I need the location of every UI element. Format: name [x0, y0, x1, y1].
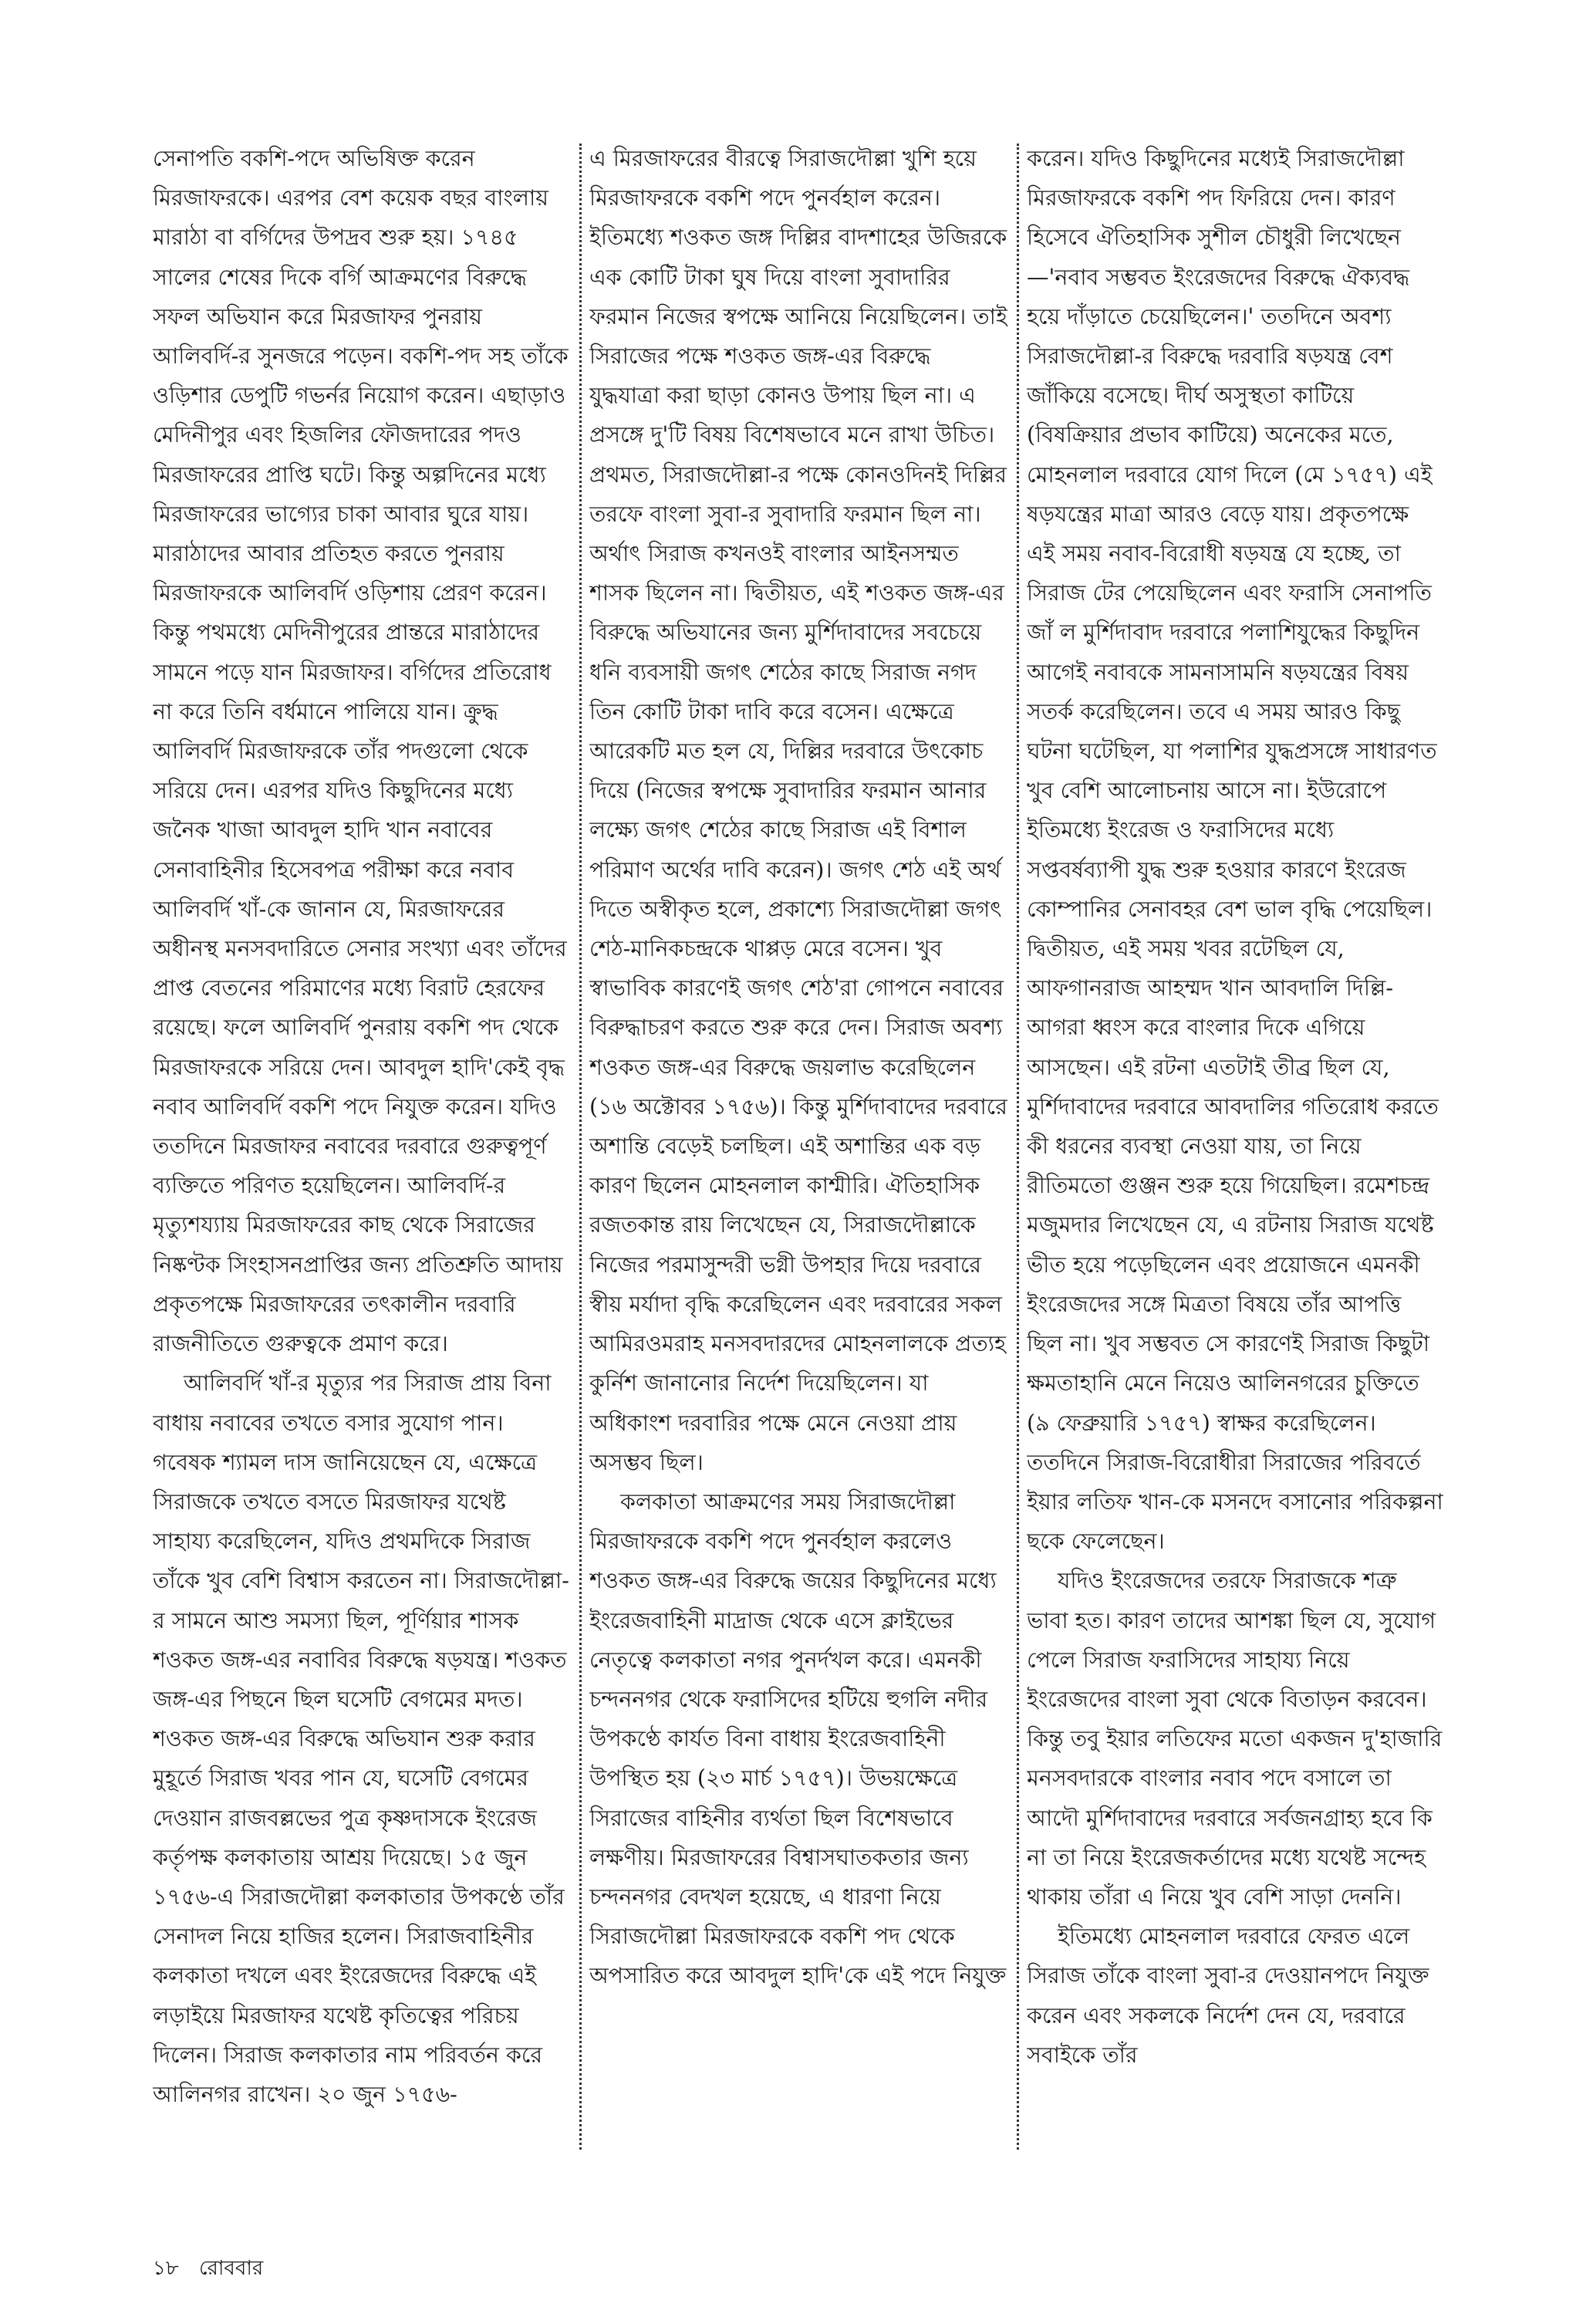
page-footer — [153, 2253, 263, 2284]
paragraph: আলিবর্দি খাঁ-র মৃত্যুর পর সিরাজ প্রায় বিনা বাধায় নবাবের তখতে বসার সুযোগ পান। গবেষক শ্যামল দাস জানিয়েছেন যে, এক্ষেত্রে সিরাজকে তখতে বসতে মিরজাফর যথেষ্ট সাহায্য করেছিলেন, যদিও প্রথমদিকে সিরাজ তাঁকে খুব বেশি বিশ্বাস করতেন না। সিরাজদৌল্লা-র সামনে আশু সমস্যা ছিল, পূর্ণিয়ার শাসক শওকত জঙ্গ-এর নবাবির বিরুদ্ধে ষড়যন্ত্র। শওকত জঙ্গ-এর পিছনে ছিল ঘসেটি বেগমের মদত। শওকত জঙ্গ-এর বিরুদ্ধে অভিযান শুরু করার মুহূর্তে সিরাজ খবর পান যে, ঘসেটি বেগমের দেওয়ান রাজবল্লভের পুত্র কৃষ্ণদাসকে ইংরেজ কর্তৃপক্ষ কলকাতায় আশ্রয় দিয়েছে। ১৫ জুন ১৭৫৬-এ সিরাজদৌল্লা কলকাতার উপকণ্ঠে তাঁর সেনাদল নিয়ে হাজির হলেন। সিরাজবাহিনীর কলকাতা দখলে এবং ইংরেজদের বিরুদ্ধে এই লড়াইয়ে মিরজাফর যথেষ্ট কৃতিত্বের পরিচয় দিলেন। সিরাজ কলকাতার নাম পরিবর্তন করে আলিনগর রাখেন। ২০ জুন ১৭৫৬- — [153, 1370, 569, 2107]
article-column-3 — [1027, 139, 1443, 2207]
paragraph: কলকাতা আক্রমণের সময় সিরাজদৌল্লা মিরজাফরকে বকশি পদে পুনর্বহাল করলেও শওকত জঙ্গ-এর বিরুদ্ধে জয়ের কিছুদিনের মধ্যে ইংরেজবাহিনী মাদ্রাজ থেকে এসে ক্লাইভের নেতৃত্বে কলকাতা নগর পুনর্দখল করে। এমনকী চন্দননগর থেকে ফরাসিদের হটিয়ে হুগলি নদীর উপকণ্ঠে কার্যত বিনা বাধায় ইংরেজবাহিনী উপস্থিত হয় (২৩ মার্চ ১৭৫৭)। উভয়ক্ষেত্রে সিরাজের বাহিনীর ব্যর্থতা ছিল বিশেষভাবে লক্ষণীয়। মিরজাফরের বিশ্বাসঘাতকতার জন্য চন্দননগর বেদখল হয়েছে, এ ধারণা নিয়ে সিরাজদৌল্লা মিরজাফরকে বকশি পদ থেকে অপসারিত করে আবদুল হাদি'কে এই পদে নিযুক্ত — [589, 1488, 1007, 1989]
paragraph: করেন। যদিও কিছুদিনের মধ্যেই সিরাজদৌল্লা মিরজাফরকে বকশি পদ ফিরিয়ে দেন। কারণ হিসেবে ঐতিহাসিক সুশীল চৌধুরী লিখেছেন—'নবাব সম্ভবত ইংরেজদের বিরুদ্ধে ঐক্যবদ্ধ হয়ে দাঁড়াতে চেয়েছিলেন।' ততদিনে অবশ্য সিরাজদৌল্লা-র বিরুদ্ধে দরবারি ষড়যন্ত্র বেশ জাঁকিয়ে বসেছে। দীর্ঘ অসুস্থতা কাটিয়ে (বিষক্রিয়ার প্রভাব কাটিয়ে) অনেকের মতে, মোহনলাল দরবারে যোগ দিলে (মে ১৭৫৭) এই ষড়যন্ত্রের মাত্রা আরও বেড়ে যায়। প্রকৃতপক্ষে এই সময় নবাব-বিরোধী ষড়যন্ত্র যে হচ্ছে, তা সিরাজ টের পেয়েছিলেন এবং ফরাসি সেনাপতি জাঁ ল মুর্শিদাবাদ দরবারে পলাশিযুদ্ধের কিছুদিন আগেই নবাবকে সামনাসামনি ষড়যন্ত্রের বিষয় সতর্ক করেছিলেন। তবে এ সময় আরও কিছু ঘটনা ঘটেছিল, যা পলাশির যুদ্ধপ্রসঙ্গে সাধারণত খুব বেশি আলোচনায় আসে না। ইউরোপে ইতিমধ্যে ইংরেজ ও ফরাসিদের মধ্যে সপ্তবর্ষব্যাপী যুদ্ধ শুরু হওয়ার কারণে ইংরেজ কোম্পানির সেনাবহর বেশ ভাল বৃদ্ধি পেয়েছিল। দ্বিতীয়ত, এই সময় খবর রটেছিল যে, আফগানরাজ আহম্মদ খান আবদালি দিল্লি-আগরা ধ্বংস করে বাংলার দিকে এগিয়ে আসছেন। এই রটনা এতটাই তীব্র ছিল যে, মুর্শিদাবাদের দরবারে আবদালির গতিরোধ করতে কী ধরনের ব্যবস্থা নেওয়া যায়, তা নিয়ে রীতিমতো গুঞ্জন শুরু হয়ে গিয়েছিল। রমেশচন্দ্র মজুমদার লিখেছেন যে, এ রটনায় সিরাজ যথেষ্ট ভীত হয়ে পড়েছিলেন এবং প্রয়োজনে এমনকী ইংরেজদের সঙ্গে মিত্রতা বিষয়ে তাঁর আপত্তি ছিল না। খুব সম্ভবত সে কারণেই সিরাজ কিছুটা ক্ষমতাহানি মেনে নিয়েও আলিনগরের চুক্তিতে (৯ ফেব্রুয়ারি ১৭৫৭) স্বাক্ষর করেছিলেন। ততদিনে সিরাজ-বিরোধীরা সিরাজের পরিবর্তে ইয়ার লতিফ খান-কে মসনদে বসানোর পরিকল্পনা ছকে ফেলেছেন। — [1027, 146, 1443, 1555]
paragraph: এ মিরজাফরের বীরত্বে সিরাজদৌল্লা খুশি হয়ে মিরজাফরকে বকশি পদে পুনর্বহাল করেন। ইতিমধ্যে শওকত জঙ্গ দিল্লির বাদশাহের উজিরকে এক কোটি টাকা ঘুষ দিয়ে বাংলা সুবাদারির ফরমান নিজের স্বপক্ষে আনিয়ে নিয়েছিলেন। তাই সিরাজের পক্ষে শওকত জঙ্গ-এর বিরুদ্ধে যুদ্ধযাত্রা করা ছাড়া কোনও উপায় ছিল না। এ প্রসঙ্গে দু'টি বিষয় বিশেষভাবে মনে রাখা উচিত। প্রথমত, সিরাজদৌল্লা-র পক্ষে কোনওদিনই দিল্লির তরফে বাংলা সুবা-র সুবাদারি ফরমান ছিল না। অর্থাৎ সিরাজ কখনওই বাংলার আইনসম্মত শাসক ছিলেন না। দ্বিতীয়ত, এই শওকত জঙ্গ-এর বিরুদ্ধে অভিযানের জন্য মুর্শিদাবাদের সবচেয়ে ধনি ব্যবসায়ী জগৎ শেঠের কাছে সিরাজ নগদ তিন কোটি টাকা দাবি করে বসেন। এক্ষেত্রে আরেকটি মত হল যে, দিল্লির দরবারে উৎকোচ দিয়ে (নিজের স্বপক্ষে সুবাদারির ফরমান আনার লক্ষ্যে জগৎ শেঠের কাছে সিরাজ এই বিশাল পরিমাণ অর্থের দাবি করেন)। জগৎ শেঠ এই অর্থ দিতে অস্বীকৃত হলে, প্রকাশ্যে সিরাজদৌল্লা জগৎ শেঠ-মানিকচন্দ্রকে থাপ্পড় মেরে বসেন। খুব স্বাভাবিক কারণেই জগৎ শেঠ'রা গোপনে নবাবের বিরুদ্ধাচরণ করতে শুরু করে দেন। সিরাজ অবশ্য শওকত জঙ্গ-এর বিরুদ্ধে জয়লাভ করেছিলেন (১৬ অক্টোবর ১৭৫৬)। কিন্তু মুর্শিদাবাদের দরবারে অশান্তি বেড়েই চলছিল। এই অশান্তির এক বড় কারণ ছিলেন মোহনলাল কাশ্মীরি। ঐতিহাসিক রজতকান্ত রায় লিখেছেন যে, সিরাজদৌল্লাকে নিজের পরমাসুন্দরী ভগ্নী উপহার দিয়ে দরবারে স্বীয় মর্যাদা বৃদ্ধি করেছিলেন এবং দরবারের সকল আমিরওমরাহ মনসবদারদের মোহনলালকে প্রত্যহ কুর্নিশ জানানোর নির্দেশ দিয়েছিলেন। যা অধিকাংশ দরবারির পক্ষে মেনে নেওয়া প্রায় অসম্ভব ছিল। — [589, 146, 1007, 1475]
publication-name: রোববার — [199, 2257, 264, 2280]
paragraph: সেনাপতি বকশি-পদে অভিষিক্ত করেন মিরজাফরকে। এরপর বেশ কয়েক বছর বাংলায় মারাঠা বা বর্গিদের উপদ্রব শুরু হয়। ১৭৪৫ সালের শেষের দিকে বর্গি আক্রমণের বিরুদ্ধে সফল অভিযান করে মিরজাফর পুনরায় আলিবর্দি-র সুনজরে পড়েন। বকশি-পদ সহ তাঁকে ওড়িশার ডেপুটি গভর্নর নিয়োগ করেন। এছাড়াও মেদিনীপুর এবং হিজলির ফৌজদারের পদও মিরজাফরের প্রাপ্তি ঘটে। কিন্তু অল্পদিনের মধ্যে মিরজাফরের ভাগ্যের চাকা আবার ঘুরে যায়। মারাঠাদের আবার প্রতিহত করতে পুনরায় মিরজাফরকে আলিবর্দি ওড়িশায় প্রেরণ করেন। কিন্তু পথমধ্যে মেদিনীপুরের প্রান্তরে মারাঠাদের সামনে পড়ে যান মিরজাফর। বর্গিদের প্রতিরোধ না করে তিনি বর্ধমানে পালিয়ে যান। ক্রুদ্ধ আলিবর্দি মিরজাফরকে তাঁর পদগুলো থেকে সরিয়ে দেন। এরপর যদিও কিছুদিনের মধ্যে জনৈক খাজা আবদুল হাদি খান নবাবের সেনাবাহিনীর হিসেবপত্র পরীক্ষা করে নবাব আলিবর্দি খাঁ-কে জানান যে, মিরজাফরের অধীনস্থ মনসবদারিতে সেনার সংখ্যা এবং তাঁদের প্রাপ্ত বেতনের পরিমাণের মধ্যে বিরাট হেরফের রয়েছে। ফলে আলিবর্দি পুনরায় বকশি পদ থেকে মিরজাফরকে সরিয়ে দেন। আবদুল হাদি'কেই বৃদ্ধ নবাব আলিবর্দি বকশি পদে নিযুক্ত করেন। যদিও ততদিনে মিরজাফর নবাবের দরবারে গুরুত্বপূর্ণ ব্যক্তিতে পরিণত হয়েছিলেন। আলিবর্দি-র মৃত্যুশয্যায় মিরজাফরের কাছ থেকে সিরাজের নিষ্কণ্টক সিংহাসনপ্রাপ্তির জন্য প্রতিশ্রুতি আদায় প্রকৃতপক্ষে মিরজাফরের তৎকালীন দরবারি রাজনীতিতে গুরুত্বকে প্রমাণ করে। — [153, 146, 569, 1357]
article-column-1 — [153, 139, 569, 2207]
column-divider — [1017, 144, 1019, 2150]
paragraph: যদিও ইংরেজদের তরফে সিরাজকে শত্রু ভাবা হত। কারণ তাদের আশঙ্কা ছিল যে, সুযোগ পেলে সিরাজ ফরাসিদের সাহায্য নিয়ে ইংরেজদের বাংলা সুবা থেকে বিতাড়ন করবেন। কিন্তু তবু ইয়ার লতিফের মতো একজন দু'হাজারি মনসবদারকে বাংলার নবাব পদে বসালে তা আদৌ মুর্শিদাবাদের দরবারে সর্বজনগ্রাহ্য হবে কি না তা নিয়ে ইংরেজকর্তাদের মধ্যে যথেষ্ট সন্দেহ থাকায় তাঁরা এ নিয়ে খুব বেশি সাড়া দেননি। — [1027, 1568, 1443, 1910]
article-column-2 — [589, 139, 1007, 2207]
paragraph: ইতিমধ্যে মোহনলাল দরবারে ফেরত এলে সিরাজ তাঁকে বাংলা সুবা-র দেওয়ানপদে নিযুক্ত করেন এবং সকলকে নির্দেশ দেন যে, দরবারে সবাইকে তাঁর — [1027, 1924, 1429, 2068]
column-divider — [579, 144, 582, 2150]
page-number: ১৮ — [153, 2257, 179, 2280]
